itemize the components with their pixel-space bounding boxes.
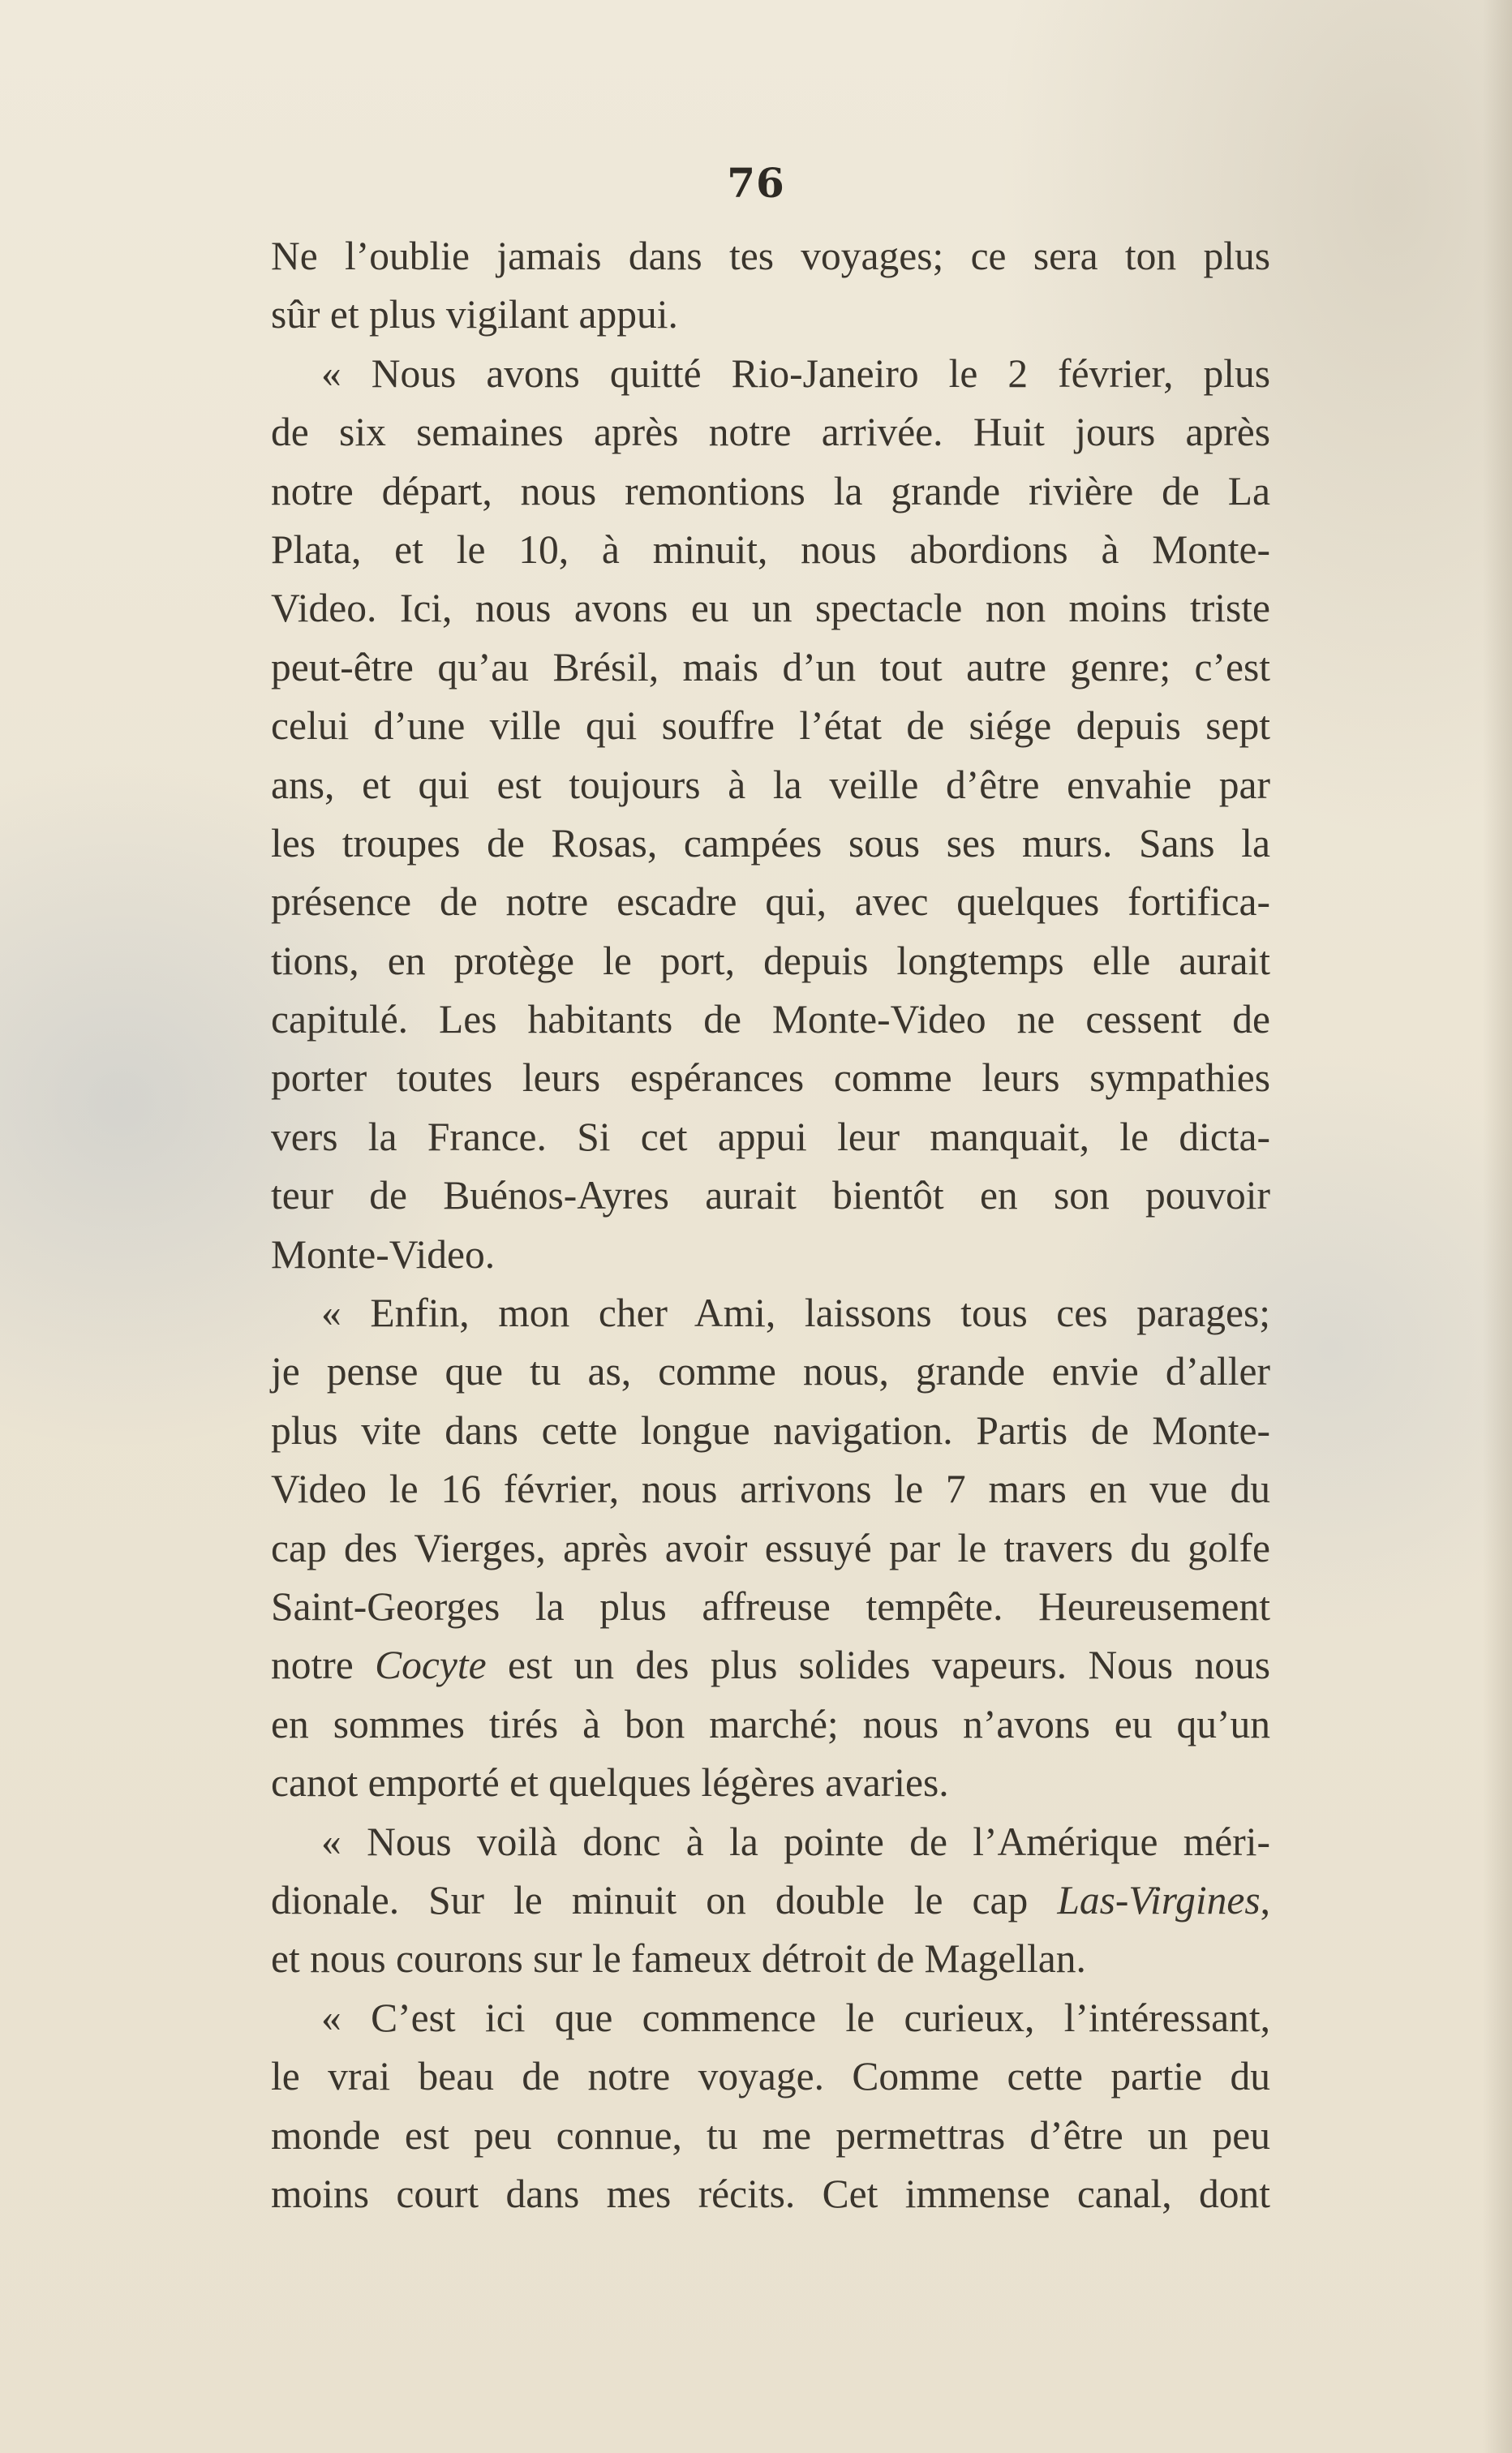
text-line: de six semaines après notre arrivée. Huit jours après [271,410,1270,455]
text-line: plus vite dans cette longue navigation. Partis de Monte- [271,1407,1270,1453]
text-segment: , [1260,1877,1270,1922]
page-number: 76 [727,159,785,207]
text-line: tions, en protège le port, depuis longtemps elle aurait [271,938,1270,983]
text-line: Video. Ici, nous avons eu un spectacle non moins triste [271,586,1270,631]
text-line: et nous courons sur le fameux détroit de Magellan. [271,1936,1086,1982]
text-segment: notre [271,1643,376,1688]
text-line: « Nous voilà donc à la pointe de l’Amérique méri- [321,1819,1270,1864]
text-line [271,1871,1270,1930]
text-line: les troupes de Rosas, campées sous ses murs. Sans la [271,820,1270,866]
text-line: celui d’une ville qui souffre l’état de siége depuis sept [271,703,1270,749]
text-line: Monte-Video. [271,1231,496,1277]
text-line: je pense que tu as, comme nous, grande envie d’aller [271,1349,1270,1394]
text-line: présence de notre escadre qui, avec quelques fortifica- [271,879,1270,925]
text-line: teur de Buénos-Ayres aurait bientôt en son pouvoir [271,1173,1270,1218]
text-line: « Enfin, mon cher Ami, laissons tous ces parages; [321,1291,1270,1336]
text-line [271,1636,1270,1695]
text-line: canot emporté et quelques légères avaries. [271,1760,949,1806]
text-line: porter toutes leurs espérances comme leurs sympathies [271,1055,1270,1101]
text-line: « Nous avons quitté Rio-Janeiro le 2 février, plus [321,350,1270,396]
body-text [271,227,1270,2223]
text-line: moins court dans mes récits. Cet immense canal, dont [271,2171,1270,2216]
italic-ship-name: Cocyte [375,1643,487,1688]
italic-ship-name: Las-Virgines [1057,1877,1261,1922]
text-segment: dionale. Sur le minuit on double le cap [271,1877,1058,1922]
text-line: vers la France. Si cet appui leur manquait, le dicta- [271,1114,1270,1159]
text-line: Ne l’oublie jamais dans tes voyages; ce sera ton plus [271,234,1270,278]
text-line: en sommes tirés à bon marché; nous n’avons eu qu’un [271,1701,1270,1746]
text-line: Saint-Georges la plus affreuse tempête. Heureusement [271,1583,1270,1629]
text-line: ans, et qui est toujours à la veille d’être envahie par [271,762,1270,807]
text-line: sûr et plus vigilant appui. [271,292,678,337]
text-line: « C’est ici que commence le curieux, l’intéressant, [321,1995,1270,2040]
text-segment: est un des plus solides vapeurs. Nous nous [486,1643,1270,1688]
text-line: le vrai beau de notre voyage. Comme cette partie du [271,2054,1270,2099]
text-line: Plata, et le 10, à minuit, nous abordions à Monte- [271,526,1270,572]
text-line: cap des Vierges, après avoir essuyé par le travers du golfe [271,1525,1270,1570]
text-line: capitulé. Les habitants de Monte-Video ne cessent de [271,997,1270,1042]
page-edge-shadow [1483,0,1512,2453]
text-line: monde est peu connue, tu me permettras d’être un peu [271,2112,1270,2158]
text-line: Video le 16 février, nous arrivons le 7 mars en vue du [271,1467,1270,1512]
text-line: notre départ, nous remontions la grande rivière de La [271,468,1270,513]
text-line: peut-être qu’au Brésil, mais d’un tout autre genre; c’est [271,644,1270,690]
